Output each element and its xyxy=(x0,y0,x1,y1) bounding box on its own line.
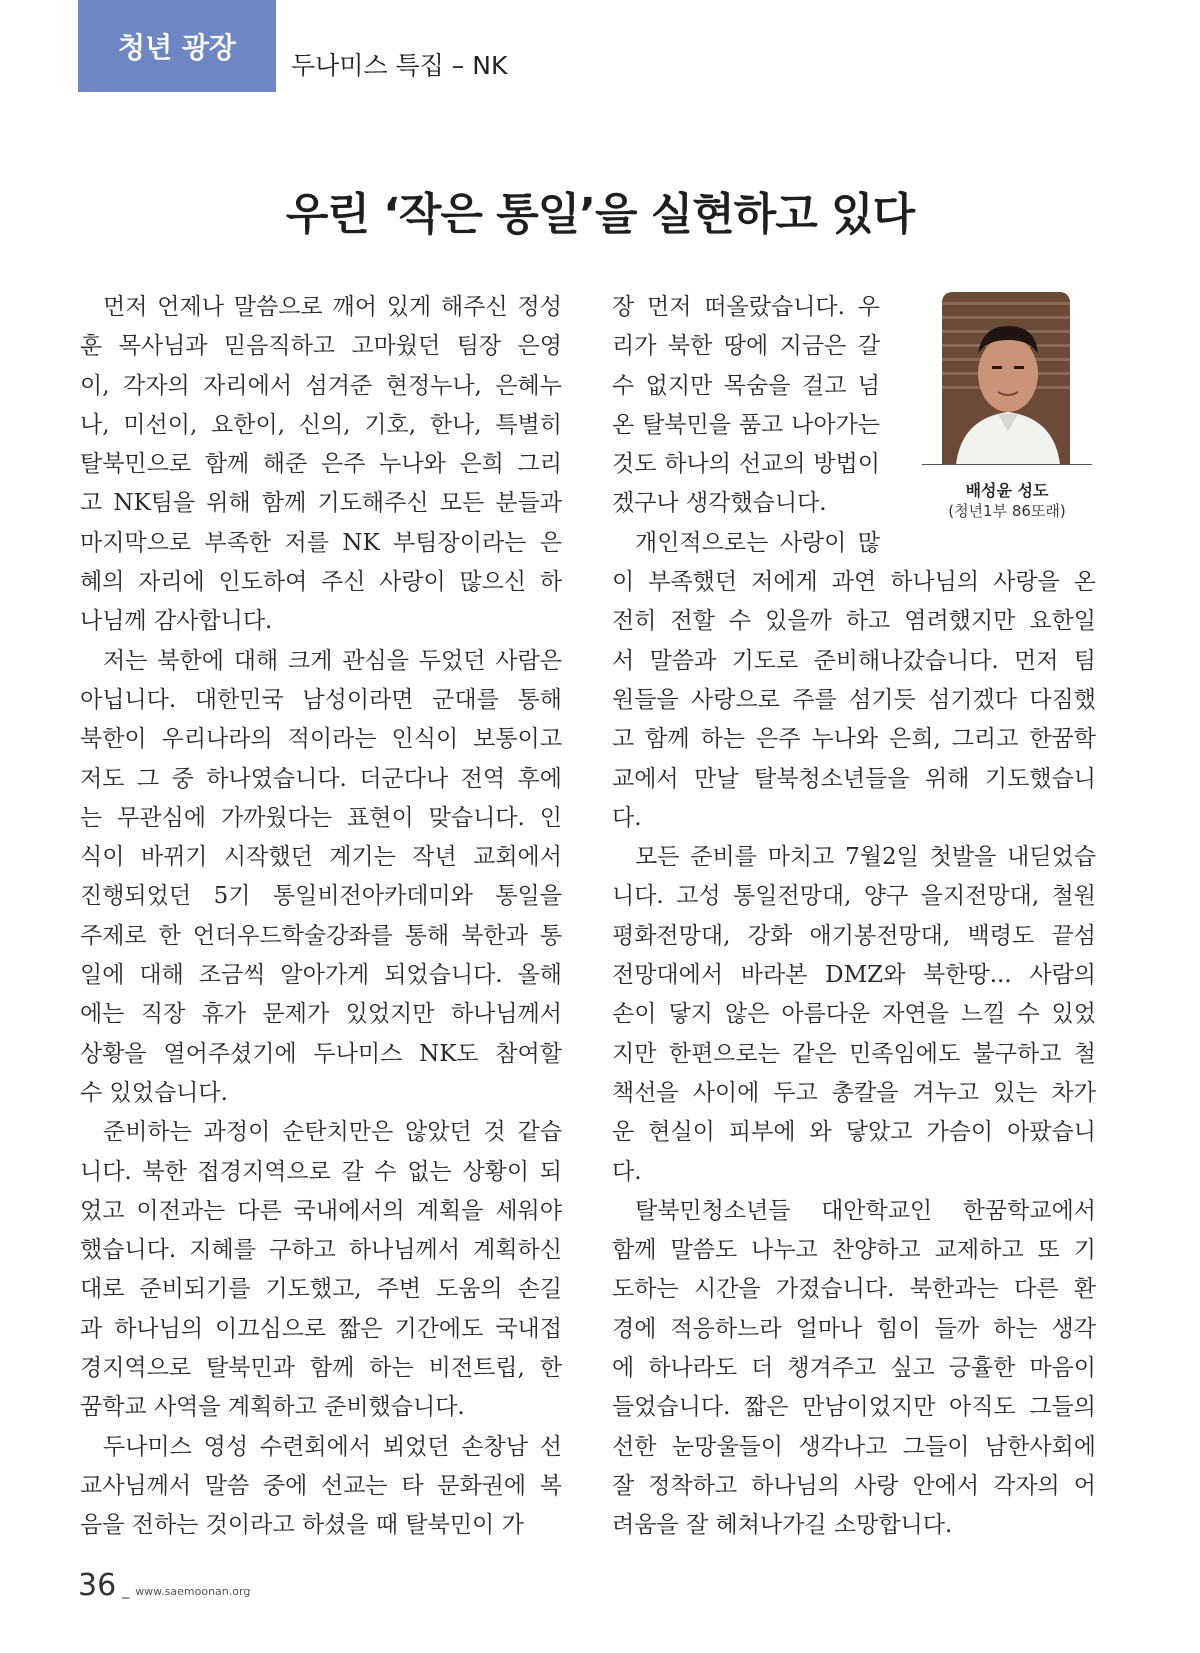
text-line: 온 탈북민을 품고 나아가는 xyxy=(612,411,880,438)
text-line: 나님께 감사합니다. xyxy=(80,608,273,635)
text-line: 선한 눈망울들이 생각나고 그들이 남한사회에 xyxy=(612,1433,1096,1460)
section-tab: 청년 광장 xyxy=(78,0,276,92)
page-number: 36 xyxy=(78,1568,117,1603)
article-column-right xyxy=(612,288,1096,1546)
text-line: 했습니다. 지혜를 구하고 하나님께서 계획하신 xyxy=(80,1237,562,1264)
text-line: 교사님께서 말씀 중에 선교는 타 문화권에 복 xyxy=(80,1472,562,1499)
text-line: 음을 전하는 것이라고 하셨을 때 탈북민이 가 xyxy=(80,1512,524,1539)
text-line: 마지막으로 부족한 저를 NK 부팀장이라는 은 xyxy=(80,529,562,556)
text-line: 에 하나라도 더 챙겨주고 싶고 긍휼한 마음이 xyxy=(612,1355,1096,1382)
text-line: 리가 북한 땅에 지금은 갈 xyxy=(612,333,880,360)
text-line: 지만 한편으로는 같은 민족임에도 불구하고 철 xyxy=(612,1040,1096,1067)
text-line: 아닙니다. 대한민국 남성이라면 군대를 통해 xyxy=(80,686,562,713)
text-line: 상황을 열어주셨기에 두나미스 NK도 참여할 xyxy=(80,1040,562,1067)
website-link[interactable]: www.saemoonan.org xyxy=(135,1585,251,1598)
text-line: 준비하는 과정이 순탄치만은 않았던 것 같습 xyxy=(103,1119,562,1146)
text-line: 꿈학교 사역을 계획하고 준비했습니다. xyxy=(80,1394,465,1421)
text-line: 에는 직장 휴가 문제가 있었지만 하나님께서 xyxy=(80,1001,562,1028)
text-line: 운 현실이 피부에 와 닿았고 가슴이 아팠습니 xyxy=(612,1119,1096,1146)
text-line: 진행되었던 5기 통일비전아카데미와 통일을 xyxy=(80,883,562,910)
text-line: 수 없지만 목숨을 걸고 넘 xyxy=(612,372,880,399)
text-line: 었고 이전과는 다른 국내에서의 계획을 세워야 xyxy=(80,1197,562,1224)
text-line: 전히 전할 수 있을까 하고 염려했지만 요한일 xyxy=(612,608,1096,635)
text-line: 원들을 사랑으로 주를 섬기듯 섬기겠다 다짐했 xyxy=(612,686,1096,713)
text-line: 일에 대해 조금씩 알아가게 되었습니다. 올해 xyxy=(80,962,562,989)
text-line: 두나미스 영성 수련회에서 뵈었던 손창남 선 xyxy=(103,1433,562,1460)
article-column-left xyxy=(80,288,562,1546)
text-line: 교에서 만날 탈북청소년들을 위해 기도했습니 xyxy=(612,765,1096,792)
text-line: 려움을 잘 헤쳐나가길 소망합니다. xyxy=(612,1512,953,1539)
author-photo-block xyxy=(922,292,1092,520)
author-name: 배성윤 성도 xyxy=(965,481,1049,500)
text-line: 나, 미선이, 요한이, 신의, 기호, 한나, 특별히 xyxy=(80,411,562,438)
footer-separator: _ xyxy=(122,1583,130,1599)
text-line: 들었습니다. 짧은 만남이었지만 아직도 그들의 xyxy=(612,1394,1096,1421)
text-line: 평화전망대, 강화 애기봉전망대, 백령도 끝섬 xyxy=(612,922,1096,949)
text-line: 손이 닿지 않은 아름다운 자연을 느낄 수 있었 xyxy=(612,1001,1096,1028)
author-description: (청년1부 86또래) xyxy=(948,502,1066,520)
text-line: 도하는 시간을 가졌습니다. 북한과는 다른 환 xyxy=(612,1276,1096,1303)
text-line: 먼저 언제나 말씀으로 깨어 있게 해주신 정성 xyxy=(103,294,562,320)
text-line: 이 부족했던 저에게 과연 하나님의 사랑을 온 xyxy=(612,569,1096,596)
text-line: 고 함께 하는 은주 누나와 은희, 그리고 한꿈학 xyxy=(612,726,1096,753)
text-line: 주제로 한 언더우드학술강좌를 통해 북한과 통 xyxy=(80,922,562,949)
text-line: 서 말씀과 기도로 준비해나갔습니다. 먼저 팀 xyxy=(612,647,1096,674)
text-line: 식이 바뀌기 시작했던 계기는 작년 교회에서 xyxy=(80,844,562,871)
text-line: 경지역으로 탈북민과 함께 하는 비전트립, 한 xyxy=(80,1355,562,1382)
text-line: 북한이 우리나라의 적이라는 인식이 보통이고 xyxy=(80,726,562,753)
text-line: 수 있었습니다. xyxy=(80,1079,228,1106)
article-title: 우린 ‘작은 통일’을 실현하고 있다 xyxy=(285,189,915,240)
text-line: 겠구나 생각했습니다. xyxy=(612,490,827,517)
text-line: 는 무관심에 가까웠다는 표현이 맞습니다. 인 xyxy=(80,804,562,831)
text-line: 함께 말씀도 나누고 찬양하고 교제하고 또 기 xyxy=(612,1237,1096,1264)
text-line: 저는 북한에 대해 크게 관심을 두었던 사람은 xyxy=(103,647,562,674)
author-photo xyxy=(942,292,1070,464)
text-line: 책선을 사이에 두고 총칼을 겨누고 있는 차가 xyxy=(612,1079,1096,1106)
text-line: 다. xyxy=(612,1158,642,1185)
text-line: 혜의 자리에 인도하여 주신 사랑이 많으신 하 xyxy=(80,569,562,596)
text-line: 장 먼저 떠올랐습니다. 우 xyxy=(612,294,880,320)
text-line: 다. xyxy=(612,804,642,831)
text-line: 니다. 고성 통일전망대, 양구 을지전망대, 철원 xyxy=(612,883,1096,910)
text-line: 경에 적응하느라 얼마나 힘이 들까 하는 생각 xyxy=(612,1315,1096,1342)
text-line: 탈북민청소년들 대안학교인 한꿈학교에서 xyxy=(635,1197,1096,1224)
page-footer xyxy=(78,1568,250,1603)
text-line: 니다. 북한 접경지역으로 갈 수 없는 상황이 되 xyxy=(80,1158,562,1185)
text-line: 잘 정착하고 하나님의 사랑 안에서 각자의 어 xyxy=(612,1472,1096,1499)
text-line: 고 NK팀을 위해 함께 기도해주신 모든 분들과 xyxy=(80,490,562,517)
text-line: 개인적으로는 사랑이 많 xyxy=(635,529,880,556)
text-line: 것도 하나의 선교의 방법이 xyxy=(612,451,880,478)
text-line: 모든 준비를 마치고 7월2일 첫발을 내딛었습 xyxy=(635,844,1096,871)
text-line: 전망대에서 바라본 DMZ와 북한땅... 사람의 xyxy=(612,962,1096,989)
text-line: 훈 목사님과 믿음직하고 고마웠던 팀장 은영 xyxy=(80,333,562,360)
text-line: 대로 준비되기를 기도했고, 주변 도움의 손길 xyxy=(80,1276,562,1303)
text-line: 과 하나님의 이끄심으로 짧은 기간에도 국내접 xyxy=(80,1315,562,1342)
text-line: 탈북민으로 함께 해준 은주 누나와 은희 그리 xyxy=(80,451,562,478)
text-line: 저도 그 중 하나였습니다. 더군다나 전역 후에 xyxy=(80,765,562,792)
text-line: 이, 각자의 자리에서 섬겨준 현정누나, 은혜누 xyxy=(80,372,562,399)
caption-rule xyxy=(922,464,1092,465)
section-subtitle: 두나미스 특집 – NK xyxy=(291,51,508,80)
